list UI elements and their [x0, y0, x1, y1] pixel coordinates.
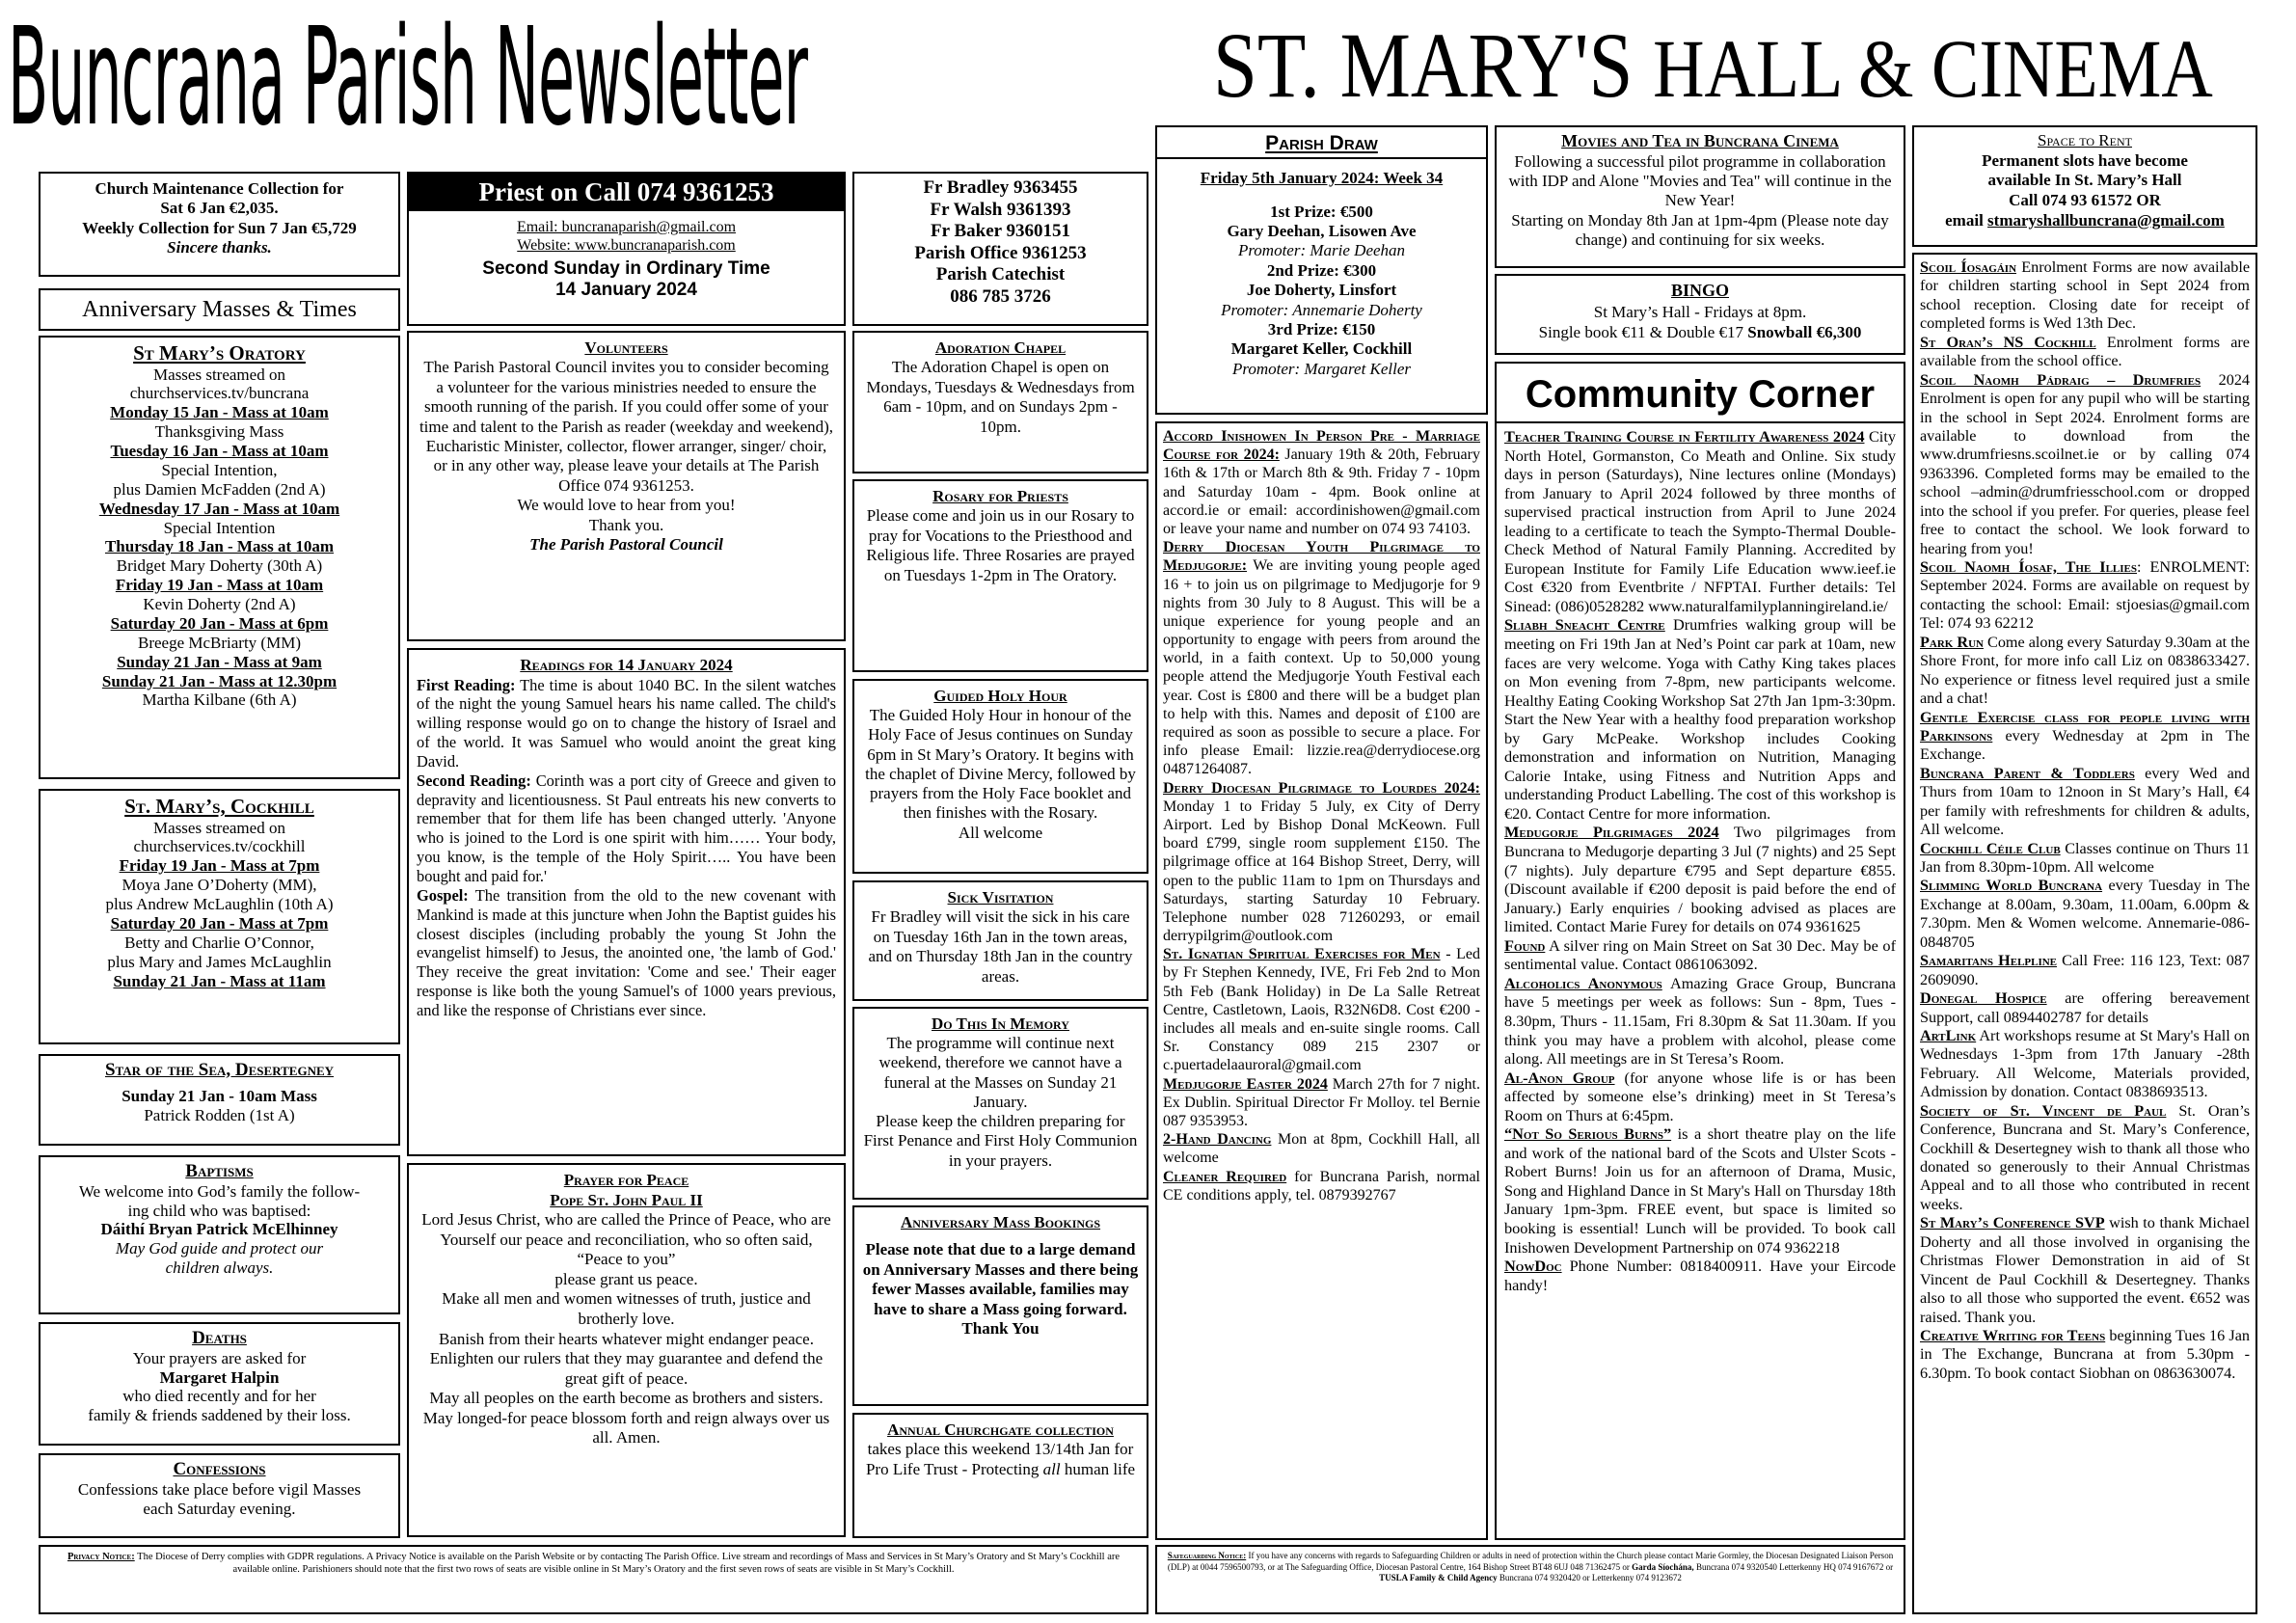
draw-box [1155, 125, 1488, 415]
mass-time: Thursday 18 Jan - Mass at 10am [104, 537, 335, 556]
notice-text: every Wednesday at 2pm in The Exchange. [1920, 726, 2250, 764]
clergy-line: Fr Bradley 9363455 [923, 177, 1078, 198]
safeguarding-label: Safeguarding Notice: [1167, 1551, 1247, 1560]
notice-item [1504, 823, 1896, 935]
adoration-text: The Adoration Chapel is open on Mondays, Tuesdays & Wednesdays from 6am - 10pm, and on Sundays 2pm - 10pm. [866, 358, 1135, 436]
oratory-box [39, 336, 400, 779]
notice-text: We are inviting young people aged 16 + to join us on pilgrimage to Medjugorje for 9 nights from 30 July to 8 August. This will be a unique experience for young people and an opportunity to engage with peers from around the world, in a faith context. Up to 50,000 young people attend the Medjugorje Youth Festival each year. Cost is £800 and there will be a budget plan to help with this. Names and deposit of £100 are required as soon as possible to secure a place. For info please Email: lizzie.rea@derrydiocese.org 04871264087. [1163, 557, 1480, 778]
notice-text: Monday 1 to Friday 5 July, ex City of Derry Airport. Led by Bishop Donal McKeown. Full board £799, single room supplement £150. The pilgrimage office at 164 Bishop Street, Derry, will open to the public 11am to 1pm on Thursdays and Saturdays, starting Saturday 10 February. Telephone number 028 71260293, or email derrypilgrim@outlook.com [1163, 798, 1480, 945]
parish-email[interactable]: Email: buncranaparish@gmail.com [516, 219, 737, 236]
sunday-date: 14 January 2024 [555, 280, 697, 301]
notice-text: March 27th for 7 night. Ex Dublin. Spiritual Director Fr Molloy. tel Bernie 087 9353953. [1163, 1075, 1481, 1129]
sick-title: Sick Visitation [947, 888, 1054, 906]
oratory-mass-list [46, 403, 392, 710]
rosary-text: Please come and join us in our Rosary to pray for Vocations to the Priesthood and Religious life. Three Rosaries are prayed on Tuesdays 1-2pm in The Oratory. [866, 506, 1135, 584]
notice-text: Come along every Saturday 9.30am at the Shore Front, for more info call Liz on 0838633427. No experience or fitness level required just a smile and a chat! [1920, 633, 2250, 708]
deaths-line: Your prayers are asked for [132, 1349, 307, 1368]
draw-prize-2: 2nd Prize: €300 [1266, 260, 1377, 280]
baptisms-box [39, 1155, 400, 1314]
notice-text: Call Free: 116 123, Text: 087 2609090. [1920, 952, 2251, 988]
notice-heading: Donegal Hospice [1920, 989, 2047, 1008]
community-box [1495, 362, 1905, 1540]
safeguarding-notice [1155, 1545, 1905, 1614]
bingo-title: BINGO [1670, 281, 1729, 300]
notice-text: Amazing Grace Group, Buncrana have 5 meetings per week as follows: Sun - 8pm, Tues - 8.30pm, Thurs - 11.15am, Fri 8.30pm & Sat 11.30am. If you think you may have a problem with alcohol, please come along. All meetings are in St Teresa’s Room. [1504, 973, 1896, 1068]
notice-item [1920, 840, 2250, 878]
notice-item [1920, 1327, 2250, 1383]
cockhill-stream: Masses streamed on [153, 818, 285, 837]
notice-item [1920, 1102, 2250, 1215]
mass-time: Sunday 21 Jan - Mass at 11am [113, 971, 326, 990]
gospel-label: Gospel: [417, 885, 469, 905]
mass-intention: plus Andrew McLaughlin (10th A) [105, 895, 334, 914]
baptisms-line: We welcome into God’s family the follow- [78, 1182, 361, 1202]
draw-title: Parish Draw [1265, 132, 1378, 154]
confessions-box [39, 1453, 400, 1538]
notice-item [1504, 936, 1896, 974]
notice-heading: NowDoc [1504, 1257, 1562, 1276]
baptisms-blessing: May God guide and protect our [115, 1239, 324, 1258]
mass-time: Friday 19 Jan - Mass at 7pm [119, 856, 320, 876]
prayer-line: Make all men and women witnesses of truth, justice and brotherly love. [442, 1289, 811, 1328]
community-title: Community Corner [1525, 373, 1876, 416]
holyhour-title: Guided Holy Hour [933, 687, 1067, 705]
notice-item [1920, 765, 2250, 840]
notice-heading: Alcoholics Anonymous [1504, 973, 1662, 992]
notice-item [1920, 258, 2250, 334]
mass-intention: Thanksgiving Mass [154, 422, 284, 442]
notice-heading: Derry Diocesan Pilgrimage to Lourdes 2024: [1163, 779, 1480, 797]
notice-item [1504, 427, 1896, 615]
notice-item [1163, 1168, 1480, 1204]
notice-heading: Scoil Naomh Pádraig – Drumfries [1920, 370, 2201, 389]
prayer-line: May longed-for peace blossom forth and reign always over us all. Amen. [422, 1408, 830, 1447]
sunday-title: Second Sunday in Ordinary Time [482, 258, 770, 280]
holyhour-box [852, 679, 1148, 874]
notice-text: Phone Number: 0818400911. Have your Eircode handy! [1504, 1257, 1896, 1294]
notice-heading: St Mary’s Conference SVP [1920, 1214, 2105, 1232]
rosary-box [852, 479, 1148, 672]
notice-heading: Medugorje Pilgrimages 2024 [1504, 823, 1719, 842]
privacy-label: Privacy Notice: [67, 1552, 135, 1562]
notice-text: Art workshops resume at St Mary's Hall on Wednesdays 1-3pm from 17th January -28th February. All Welcome, Materials provided, Admission by donation. Contact 0838693513. [1920, 1026, 2250, 1101]
notice-item [1504, 1257, 1896, 1294]
notice-heading: Samaritans Helpline [1920, 952, 2058, 970]
notices-box [1912, 253, 2257, 1614]
space-box [1912, 125, 2257, 247]
mass-intention: plus Damien McFadden (2nd A) [113, 479, 326, 499]
events-box [1155, 421, 1488, 1540]
safeguarding-tusla: TUSLA Family & Child Agency [1379, 1573, 1498, 1583]
prayer-line: Lord Jesus Christ, who are called the Prince of Peace, who are Yourself our peace and reconciliation, who so often said, “Peace to you” [421, 1210, 831, 1269]
volunteers-title: Volunteers [584, 338, 668, 357]
notice-item [1504, 974, 1896, 1068]
memory-text: The programme will continue next weekend, therefore we cannot have a funeral at the Masses on Sunday 21 January. [878, 1034, 1122, 1111]
churchgate-text-tail: human life [1060, 1459, 1136, 1478]
mass-intention: Kevin Doherty (2nd A) [143, 595, 296, 614]
holyhour-welcome: All welcome [958, 823, 1043, 842]
notice-text: Enrolment Forms are now available for children starting school in Sept 2024 from school reception. Closing date for receipt of completed forms is Wed 13th Dec. [1920, 258, 2251, 333]
space-email[interactable]: stmaryshallbuncrana@gmail.com [1987, 210, 2225, 230]
confessions-line: each Saturday evening. [143, 1499, 296, 1518]
notice-item [1163, 538, 1480, 778]
churchgate-box [852, 1413, 1148, 1538]
mass-intention: plus Mary and James McLaughlin [107, 952, 332, 971]
notice-heading: Park Run [1920, 633, 1984, 651]
space-email-prefix: email [1945, 210, 1988, 230]
notice-item [1920, 634, 2250, 709]
mass-intention: Martha Kilbane (6th A) [142, 690, 297, 710]
hall-cinema-title [1213, 14, 2213, 117]
draw-prize-3: 3rd Prize: €150 [1267, 319, 1376, 338]
prayer-lines [420, 1210, 832, 1448]
bingo-box [1495, 274, 1905, 355]
churchgate-title: Annual Churchgate collection [887, 1420, 1114, 1439]
baptisms-blessing: children always. [165, 1258, 274, 1277]
draw-winner-2: Joe Doherty, Linsfort [1246, 281, 1397, 300]
space-email-line [1920, 211, 2250, 231]
bookings-title: Anniversary Mass Bookings [900, 1213, 1101, 1231]
notice-text: St. Oran’s Conference, Buncrana and St. Mary’s Conference, Cockhill & Desertegney wish to thank all those who donated so generously to their Annual Christmas Appeal and to all those who contributed in recent weeks. [1920, 1101, 2251, 1213]
mass-time: Wednesday 17 Jan - Mass at 10am [98, 499, 340, 518]
notice-item [1163, 1130, 1480, 1167]
notice-item [1920, 709, 2250, 765]
gospel-text: The transition from the old to the new covenant with Mankind is made at this juncture when John the Baptist guides his closest disciples (including probably the young St John the evangelist himself) to Jesus, the anointed one, 'the lamb of God.' They receive the great invitation: 'Come and see.' Their eager response is like both the young Samuel's of 1000 years previous, and like the response of Christians ever since. [417, 885, 836, 1019]
notice-heading: Derry Diocesan Youth Pilgrimage to Medjugorje: [1163, 539, 1480, 575]
mass-intention: Moya Jane O’Doherty (MM), [122, 876, 317, 895]
mass-time: Sunday 21 Jan - Mass at 9am [117, 652, 322, 671]
prayer-subtitle: Pope St. John Paul II [550, 1190, 703, 1209]
notice-heading: Teacher Training Course in Fertility Awareness 2024 [1504, 427, 1865, 446]
bingo-time: St Mary’s Hall - Fridays at 8pm. [1593, 302, 1807, 321]
mass-intention: Breege McBriarty (MM) [137, 633, 301, 652]
notice-text: - Led by Fr Stephen Kennedy, IVE, Fri Feb 2nd to Mon 5th Feb (Bank Holiday) in De La Salle Retreat Centre, Castletown, Laois, R32N6D8. Cost €200 - includes all meals and en-suite single rooms. Call Sr. Constancy 089 215 2307 or c.puertadelaauroral@gmail.com [1163, 946, 1481, 1074]
star-title: Star of the Sea, Desertegney [104, 1060, 335, 1080]
bookings-box [852, 1205, 1148, 1406]
notice-text: wish to thank Michael Doherty and all those involved in organising the Christmas Flower Demonstration in aid of St Vincent de Paul Cockhill & Desertegney. Thanks also to all those who supported the event. €652 was raised. Thank you. [1920, 1214, 2251, 1326]
notice-heading: Slimming World Buncrana [1920, 877, 2103, 895]
star-mass: Sunday 21 Jan - 10am Mass [122, 1087, 317, 1106]
collection-thanks: Sincere thanks. [167, 238, 272, 257]
oratory-title: St Mary’s Oratory [133, 341, 306, 365]
star-intention: Patrick Rodden (1st A) [144, 1105, 295, 1124]
collection-line: Weekly Collection for Sun 7 Jan €5,729 [82, 218, 357, 237]
prayer-line: Banish from their hearts whatever might endanger peace. [439, 1329, 814, 1348]
draw-promoter-2: Promoter: Annemarie Doherty [1221, 300, 1422, 319]
notice-text: City North Hotel, Gormanston, Co Meath and Online. Six study days in person (Saturdays), Nine lectures online (Mondays) from January to April 2024 followed by three months of supervised practical instruction from April to June 2024 leading to a certificate to teach the Sympto-Thermal Double-Check Method of Natural Family Planning. Accredited by European Institute for Family Life Education www.ieef.ie Cost €320 from Eventbrite / NFPTAI. Further details: Tel Sinead: (086)0528282 www.naturalfamilyplanningireland.ie/ [1504, 427, 1896, 615]
notice-item [1920, 877, 2250, 952]
notice-text: every Tuesday in The Exchange at 8.00am, 9.30am, 11.00am, 6.00pm & 7.30pm. Men & Women welcome. Annemarie-086-0848705 [1920, 877, 2251, 951]
draw-week: Friday 5th January 2024: Week 34 [1200, 169, 1444, 188]
notice-text: : ENROLMENT: September 2024. Forms are available on request by contacting the school: Email: stjoesias@gmail.com Tel: 074 93 62212 [1920, 558, 2250, 633]
mass-time: Sunday 21 Jan - Mass at 12.30pm [101, 671, 338, 690]
notice-heading: Sliabh Sneacht Centre [1504, 615, 1665, 635]
hall-title-b: HALL & CINEMA [1653, 22, 2213, 115]
space-title: Space to Rent [2038, 131, 2132, 149]
oratory-stream: Masses streamed on [153, 365, 285, 384]
bingo-prices [1502, 322, 1898, 342]
movies-text-2: Starting on Monday 8th Jan at 1pm-4pm (Please note day change) and continuing for six weeks. [1511, 210, 1889, 250]
notice-heading: Found [1504, 935, 1546, 955]
baptisms-title: Baptisms [185, 1161, 254, 1181]
churchgate-emphasis: all [1042, 1459, 1061, 1478]
draw-winner-3: Margaret Keller, Cockhill [1230, 339, 1413, 359]
notice-heading: Medjugorje Easter 2024 [1163, 1075, 1328, 1093]
space-line: Call 074 93 61572 OR [2009, 191, 2161, 210]
mass-time: Saturday 20 Jan - Mass at 6pm [110, 613, 329, 633]
notice-item [1920, 371, 2250, 558]
confessions-line: Confessions take place before vigil Masses [77, 1480, 362, 1500]
safeguarding-garda-text: Buncrana 074 9320540 Letterkenny HQ 074 9167672 or [1693, 1561, 1894, 1572]
notice-text: every Wed and Thurs from 10am to 12noon in St Mary’s Hall, €4 per family with refreshments for children & adults, All welcome. [1920, 764, 2250, 839]
mass-intention: Betty and Charlie O’Connor, [124, 933, 314, 952]
bingo-snowball: Snowball €6,300 [1747, 322, 1862, 341]
deaths-name: Margaret Halpin [159, 1367, 280, 1387]
community-list [1504, 427, 1896, 1294]
notice-item [1920, 558, 2250, 634]
clergy-line: 086 785 3726 [950, 286, 1051, 308]
notice-item [1920, 989, 2250, 1027]
deaths-title: Deaths [192, 1328, 247, 1348]
first-reading-label: First Reading: [417, 675, 516, 694]
notice-text: for Buncrana Parish, normal CE conditions apply, tel. 0879392767 [1163, 1168, 1481, 1204]
notice-heading: Al-Anon Group [1504, 1068, 1615, 1087]
notice-text: A silver ring on Main Street on Sat 30 Dec. May be of sentimental value. Contact 0861063092. [1504, 935, 1896, 974]
notice-item [1920, 334, 2250, 371]
clergy-line: Fr Walsh 9361393 [930, 199, 1071, 220]
prayer-title: Prayer for Peace [563, 1171, 689, 1189]
notice-item [1920, 1214, 2250, 1327]
movies-title: Movies and Tea in Buncrana Cinema [1561, 131, 1839, 150]
privacy-notice [39, 1545, 1148, 1614]
notice-heading: Cleaner Required [1163, 1168, 1287, 1185]
deaths-line: family & friends saddened by their loss. [88, 1406, 351, 1425]
first-reading [417, 676, 836, 771]
notice-text: Drumfries walking group will be meeting on Fri 19th Jan at Ned’s Point car park at 10am, new faces are very welcome. Yoga with Cathy King takes places on Mon evening from 7-8pm, new participants welcome. Healthy Eating Cooking Workshop Sat 27th Jan 1pm-3:30pm. Start the New Year with a healthy food preparation workshop by Gary McPeake. Workshop includes Cooking demonstration and information on Nutrition, Managing Calorie Intake, using Fitness and Nutrition Apps and understanding Product Labelling. The cost of this workshop is €20. Contact Centre for more information. [1504, 615, 1896, 823]
notice-item [1163, 945, 1480, 1074]
holyhour-text: The Guided Holy Hour in honour of the Holy Face of Jesus continues on Sunday 6pm in St Mary’s Oratory. It begins with the chaplet of Divine Mercy, followed by prayers from the Holy Face booklet and then finishes with the Rosary. [865, 706, 1136, 823]
notice-heading: Gentle Exercise class for people living with Parkinsons [1920, 708, 2250, 744]
hall-title-a: ST. MARY'S [1213, 14, 1654, 117]
notices-list [1920, 258, 2250, 1383]
memory-title: Do This In Memory [932, 1014, 1069, 1033]
collection-line: Sat 6 Jan €2,035. [160, 199, 279, 218]
notice-item [1504, 1124, 1896, 1257]
bookings-text: Please note that due to a large demand on Anniversary Masses and there being fewer Masses available, families may have to share a Mass going forward. [862, 1240, 1139, 1318]
rosary-title: Rosary for Priests [932, 487, 1068, 505]
notice-item [1920, 1027, 2250, 1102]
anniversary-header: Anniversary Masses & Times [39, 288, 400, 331]
clergy-line: Fr Baker 9360151 [931, 221, 1070, 242]
notice-heading: “Not So Serious Burns” [1504, 1124, 1672, 1144]
notice-heading: St Oran’s NS Cockhill [1920, 333, 2096, 351]
priest-box [407, 172, 846, 326]
newsletter-title: Buncrana Parish Newsletter [8, 0, 808, 156]
mass-time: Tuesday 16 Jan - Mass at 10am [110, 442, 329, 461]
second-reading [417, 771, 836, 886]
notice-text: Mon at 8pm, Cockhill Hall, all welcome [1163, 1131, 1480, 1167]
collection-box [39, 172, 400, 277]
notice-text: are offering bereavement Support, call 0894402787 for details [1920, 989, 2250, 1026]
cockhill-link[interactable]: churchservices.tv/cockhill [133, 837, 306, 856]
mass-intention: Special Intention, [161, 460, 278, 479]
readings-title: Readings for 14 January 2024 [520, 656, 733, 674]
sick-text: Fr Bradley will visit the sick in his care on Tuesday 16th Jan in the town areas, and on Thursday 18th Jan in the country areas. [868, 907, 1133, 986]
notice-heading: Buncrana Parent & Toddlers [1920, 764, 2135, 782]
mass-intention: Special Intention [163, 518, 276, 537]
clergy-box [852, 172, 1148, 326]
confessions-title: Confessions [173, 1459, 266, 1479]
notice-heading: Accord Inishowen In Person Pre - Marriage Course for 2024: [1163, 428, 1480, 464]
notice-text: beginning Tues 16 Jan in The Exchange, Buncrana at from 5.30pm - 6.30pm. To book contact Siobhan on 0863630074. [1920, 1326, 2250, 1382]
oratory-link[interactable]: churchservices.tv/buncrana [129, 384, 310, 403]
notice-heading: Creative Writing for Teens [1920, 1326, 2106, 1344]
notice-text: 2024 Enrolment is open for any pupil who will be starting in the school in Sept 2024. Enrolment forms are available to download from the www.drumfriesns.scoilnet.ie or by calling 074 9363396. Completed forms may be emailed to the school –admin@drumfriesschool.com or dropped into the school if you prefer. For queries, please feel free to contact the school. We look forward to hearing from you! [1920, 370, 2250, 557]
parish-website[interactable]: Website: www.buncranaparish.com [517, 236, 736, 254]
cockhill-mass-list [46, 856, 392, 990]
events-list [1163, 427, 1480, 1204]
volunteers-line: Thank you. [588, 515, 664, 534]
movies-box [1495, 125, 1905, 268]
cockhill-title: St. Mary’s, Cockhill [124, 795, 314, 818]
churchgate-text-main: takes place this weekend 13/14th Jan for Pro Life Trust - Protecting [865, 1440, 1134, 1478]
notice-item [1163, 427, 1480, 538]
notice-heading: Scoil Naomh Íosaf, The Illies [1920, 558, 2137, 576]
deaths-line: who died recently and for her [122, 1387, 316, 1406]
churchgate-text [862, 1440, 1139, 1479]
safeguarding-tusla-text: Buncrana 074 9320420 or Letterkenny 074 9123672 [1497, 1573, 1682, 1583]
notice-heading: Scoil Íosagáin [1920, 258, 2017, 276]
safeguarding-garda: Garda Síochána, [1632, 1561, 1694, 1572]
memory-box [852, 1007, 1148, 1200]
clergy-line: Parish Catechist [935, 264, 1066, 285]
star-box [39, 1054, 400, 1146]
notice-item [1504, 1068, 1896, 1125]
baptisms-line: ing child who was baptised: [127, 1201, 311, 1220]
volunteers-signature: The Parish Pastoral Council [529, 534, 723, 554]
adoration-title: Adoration Chapel [934, 338, 1067, 357]
prayer-box [407, 1163, 846, 1537]
notice-heading: St. Ignatian Spiritual Exercises for Men [1163, 946, 1441, 963]
safeguarding-text: If you have any concerns with regards to Safeguarding Children or adults in need of protection within the Church please contact Marie Gormley, the Diocesan Designated Liaison Person (DLP) at 0044 7596500793, or at The Safeguarding Office, Diocesan Pastoral Centre, 164 Bishop Street BT48 6UJ 048 71362475 or [1167, 1551, 1894, 1572]
space-line: available In St. Mary’s Hall [1987, 171, 2182, 190]
clergy-line: Parish Office 9361253 [914, 242, 1087, 263]
prayer-line: May all peoples on the earth become as brothers and sisters. [429, 1389, 824, 1408]
notice-text: Classes continue on Thurs 11 Jan from 8.30pm-10pm. All welcome [1920, 839, 2250, 876]
draw-winner-1: Gary Deehan, Lisowen Ave [1227, 221, 1417, 240]
draw-prize-1: 1st Prize: €500 [1270, 202, 1373, 221]
privacy-text: The Diocese of Derry complies with GDPR regulations. A Privacy Notice is available on the Parish Website or by contacting The Parish Office. Live stream and recordings of Mass and Services in St Mary’s Oratory and St Mary’s Cockhill are available online. Parishioners should note that the first two rows of seats are visible online in St Mary’s Oratory and the first seven rows of seats are visible in St Mary’s Cockhill. [134, 1552, 1121, 1576]
adoration-box [852, 331, 1148, 473]
notice-heading: 2-Hand Dancing [1163, 1131, 1272, 1149]
volunteers-text: The Parish Pastoral Council invites you to consider becoming a volunteer for the various ministries needed to ensure the smooth running of the parish. If you could offer some of your time and talent to the Parish as reader (weekday and weekend), Eucharistic Minister, collector, flower arranger, singer/ choir, or in any other way, please leave your details at The Parish Office 074 9361253. [419, 358, 834, 495]
collection-line: Church Maintenance Collection for [95, 179, 344, 198]
notice-text: (for anyone whose life is or has been affected by someone else’s drinking) meet in St Teresa’s Room on Thurs at 6:45pm. [1504, 1068, 1896, 1124]
prayer-line: Enlighten our rulers that they may guarantee and defend the great gift of peace. [429, 1349, 824, 1388]
bookings-thanks: Thank You [961, 1318, 1040, 1338]
bingo-book-prices: Single book €11 & Double €17 [1538, 322, 1748, 341]
baptisms-name: Dáithí Bryan Patrick McElhinney [100, 1220, 338, 1239]
mass-time: Saturday 20 Jan - Mass at 7pm [110, 913, 329, 933]
mass-time: Monday 15 Jan - Mass at 10am [110, 403, 329, 422]
notice-item [1920, 952, 2250, 989]
memory-text-2: Please keep the children preparing for First Penance and First Holy Communion in your prayers. [863, 1112, 1138, 1170]
notice-text: Two pilgrimages from Buncrana to Medugorje departing 3 Jul (7 nights) and 25 Sept (7 nights). July departure €795 and Sept departure €855. (Discount available if €200 deposit is paid before the end of January.) Early enquiries / booking advised as places are limited. Contact Marie Furey for details on 074 9361625 [1504, 823, 1897, 936]
notice-item [1163, 779, 1480, 946]
notice-text: January 19th & 20th, February 16th & 17th or March 8th & 9th. Friday 7 - 10pm and Saturday 10am - 4pm. Book online at accord.ie or email: accordinishowen@gmail.com or leave your name and number on 074 93 74103. [1163, 446, 1480, 537]
prayer-line: please grant us peace. [554, 1269, 698, 1288]
second-reading-label: Second Reading: [417, 771, 531, 790]
cockhill-box [39, 789, 400, 1044]
notice-heading: Cockhill Céile Club [1920, 839, 2061, 857]
notice-text: Enrolment forms are available from the school office. [1920, 333, 2250, 370]
deaths-box [39, 1322, 400, 1446]
space-line: Permanent slots have become [1982, 150, 2188, 170]
draw-promoter-1: Promoter: Marie Deehan [1237, 241, 1406, 260]
volunteers-box [407, 331, 846, 641]
notice-heading: Society of St. Vincent de Paul [1920, 1101, 2167, 1120]
first-reading-text: The time is about 1040 BC. In the silent watches of the night the young Samuel hears his name called. The child's willing response would go on to change the history of Israel and of the world. It was Samuel who would anoint the great king David. [417, 675, 836, 771]
sick-box [852, 880, 1148, 1001]
notice-item [1163, 1075, 1480, 1131]
gospel [417, 886, 836, 1020]
mass-intention: Bridget Mary Doherty (30th A) [116, 556, 323, 576]
readings-box [407, 648, 846, 1156]
movies-text: Following a successful pilot programme in collaboration with IDP and Alone "Movies and Tea" will continue in the New Year! [1508, 151, 1892, 210]
second-reading-text: Corinth was a port city of Greece and given to depravity and licentiousness. St Paul entreats his new converts to remember that for them life has been changed utterly. 'Anyone who is joined to the Lord is one spirit with him…… Your body, you know, is the temple of the Holy Spirit….. You have been bought and paid for.' [417, 771, 837, 885]
notice-text: is a short theatre play on the life and work of the national bard of the Scots and Ulster Scots - Robert Burns! Join us for an afternoon of Drama, Music, Song and Highland Dance in St Mary's Hall on Thursday 18th January 1pm-3pm. FREE event, but space is limited so booking is essential! Lunch will be provided. To book call Inishowen Development Partnership on 074 9362218 [1504, 1124, 1896, 1257]
draw-promoter-3: Promoter: Margaret Keller [1231, 359, 1412, 378]
volunteers-line: We would love to hear from you! [517, 496, 736, 515]
mass-time: Friday 19 Jan - Mass at 10am [115, 576, 324, 595]
notice-item [1504, 615, 1896, 823]
priest-on-call: Priest on Call 074 9361253 [409, 174, 844, 211]
notice-heading: ArtLink [1920, 1026, 1977, 1044]
